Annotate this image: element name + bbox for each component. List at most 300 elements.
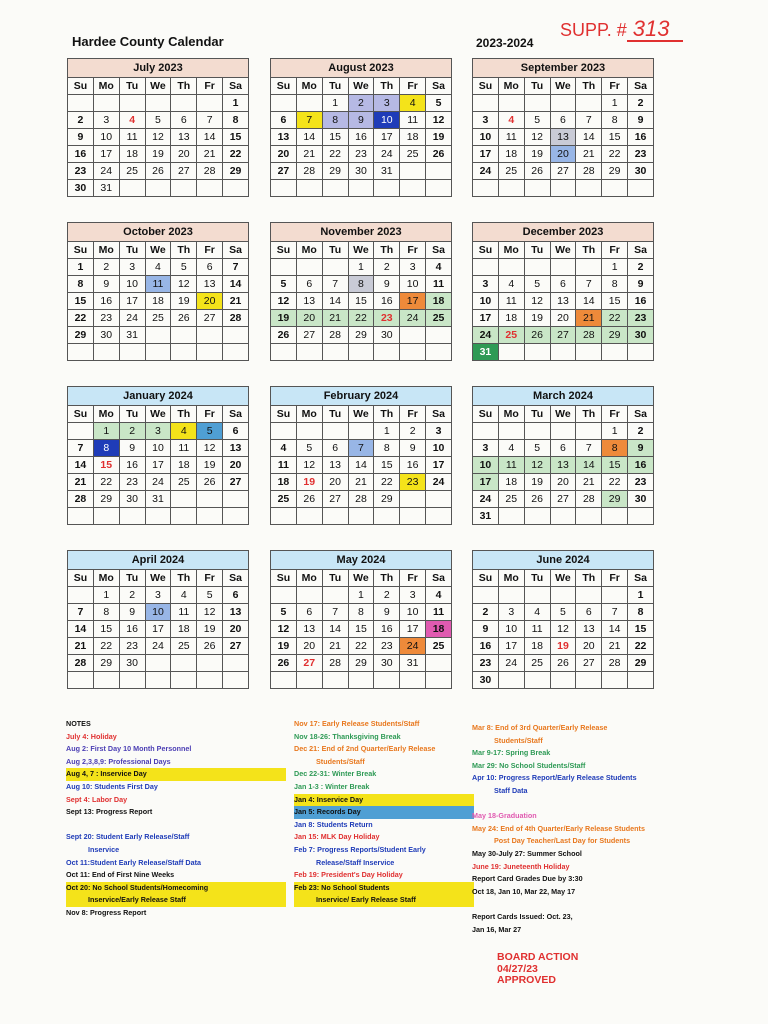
day-cell: 18 [498, 474, 524, 491]
empty-cell [400, 672, 426, 689]
note-line: Feb 19: President's Day Holiday [294, 870, 403, 880]
day-cell: 12 [524, 457, 550, 474]
day-cell: 12 [197, 440, 223, 457]
day-cell: 21 [223, 293, 249, 310]
empty-cell [296, 508, 322, 525]
day-cell: 16 [119, 621, 145, 638]
empty-cell [576, 508, 602, 525]
weekday-header: Sa [223, 78, 249, 95]
empty-cell [524, 344, 550, 361]
weekday-header: Th [576, 242, 602, 259]
day-cell: 9 [348, 112, 374, 129]
empty-cell [498, 259, 524, 276]
note-line: Oct 20: No School Students/Homecoming [66, 882, 286, 895]
empty-cell [145, 344, 171, 361]
day-cell: 8 [602, 440, 628, 457]
note-line: Feb 7: Progress Reports/Student Early [294, 844, 426, 854]
weekday-header: Th [171, 242, 197, 259]
day-cell: 15 [93, 457, 119, 474]
day-cell: 5 [524, 440, 550, 457]
day-cell: 10 [374, 112, 400, 129]
month-calendar [270, 58, 452, 197]
day-cell: 31 [400, 655, 426, 672]
note-line: Jan 4: Inservice Day [294, 794, 474, 807]
day-cell: 17 [119, 293, 145, 310]
note-line: Students/Staff [494, 735, 543, 745]
weekday-header: Th [171, 78, 197, 95]
weekday-header: We [145, 242, 171, 259]
note-line: Oct 18, Jan 10, Mar 22, May 17 [472, 886, 576, 896]
empty-cell [68, 508, 94, 525]
day-cell: 21 [576, 474, 602, 491]
weekday-header: Su [271, 242, 297, 259]
day-cell: 19 [524, 146, 550, 163]
note-line: Sept 13: Progress Report [66, 807, 153, 817]
day-cell: 25 [119, 163, 145, 180]
day-cell: 6 [271, 112, 297, 129]
day-cell: 28 [602, 655, 628, 672]
day-cell: 1 [348, 587, 374, 604]
day-cell: 22 [93, 638, 119, 655]
day-cell: 1 [602, 423, 628, 440]
day-cell: 9 [119, 604, 145, 621]
empty-cell [322, 180, 348, 197]
empty-cell [296, 672, 322, 689]
empty-cell [426, 672, 452, 689]
weekday-header: Th [171, 406, 197, 423]
day-cell: 8 [93, 604, 119, 621]
day-cell: 22 [68, 310, 94, 327]
day-cell: 4 [426, 587, 452, 604]
day-cell: 15 [602, 129, 628, 146]
day-cell: 25 [171, 638, 197, 655]
empty-cell [576, 180, 602, 197]
day-cell: 12 [524, 293, 550, 310]
day-cell: 15 [348, 621, 374, 638]
month-title: March 2024 [472, 386, 654, 405]
empty-cell [628, 180, 654, 197]
day-cell: 15 [374, 457, 400, 474]
day-cell: 10 [426, 440, 452, 457]
day-cell: 3 [374, 95, 400, 112]
day-cell: 1 [93, 587, 119, 604]
day-cell: 11 [271, 457, 297, 474]
day-cell: 4 [498, 112, 524, 129]
day-cell: 26 [197, 474, 223, 491]
day-cell: 31 [119, 327, 145, 344]
day-cell: 17 [473, 146, 499, 163]
day-cell: 23 [68, 163, 94, 180]
day-cell: 24 [400, 310, 426, 327]
day-cell: 26 [524, 491, 550, 508]
day-cell: 29 [93, 491, 119, 508]
day-cell: 14 [576, 293, 602, 310]
day-cell: 1 [68, 259, 94, 276]
day-cell: 26 [550, 655, 576, 672]
note-line: Aug 2,3,8,9: Professional Days [66, 756, 171, 766]
day-cell: 20 [576, 638, 602, 655]
empty-cell [348, 180, 374, 197]
empty-cell [550, 508, 576, 525]
empty-cell [498, 95, 524, 112]
weekday-header: Sa [426, 570, 452, 587]
day-cell: 17 [400, 621, 426, 638]
day-cell: 20 [271, 146, 297, 163]
empty-cell [374, 344, 400, 361]
day-cell: 7 [68, 604, 94, 621]
empty-cell [426, 655, 452, 672]
empty-cell [145, 180, 171, 197]
weekday-header: We [550, 78, 576, 95]
day-cell: 10 [119, 276, 145, 293]
day-cell: 11 [498, 457, 524, 474]
month-title: April 2024 [67, 550, 249, 569]
day-cell: 13 [223, 604, 249, 621]
day-cell: 6 [223, 587, 249, 604]
day-cell: 25 [498, 163, 524, 180]
weekday-header: Mo [93, 78, 119, 95]
day-cell: 22 [374, 474, 400, 491]
day-cell: 20 [550, 310, 576, 327]
weekday-header: Fr [400, 570, 426, 587]
day-cell: 12 [524, 129, 550, 146]
day-cell: 23 [93, 310, 119, 327]
empty-cell [602, 587, 628, 604]
day-cell: 2 [400, 423, 426, 440]
note-line: Oct 11: End of First Nine Weeks [66, 870, 175, 880]
day-cell: 12 [296, 457, 322, 474]
empty-cell [322, 587, 348, 604]
note-line: June 19: Juneteenth Holiday [472, 861, 570, 871]
day-cell: 29 [348, 327, 374, 344]
empty-cell [602, 508, 628, 525]
empty-cell [400, 327, 426, 344]
empty-cell [322, 344, 348, 361]
day-cell: 26 [145, 163, 171, 180]
month-title: August 2023 [270, 58, 452, 77]
day-cell: 26 [171, 310, 197, 327]
empty-cell [271, 587, 297, 604]
month-title: October 2023 [67, 222, 249, 241]
month-title: January 2024 [67, 386, 249, 405]
empty-cell [223, 672, 249, 689]
day-cell: 8 [68, 276, 94, 293]
notes-column-2 [294, 718, 474, 907]
empty-cell [171, 672, 197, 689]
day-cell: 26 [197, 638, 223, 655]
day-cell: 1 [374, 423, 400, 440]
note-line: Inservice/Early Release Staff [66, 894, 286, 907]
empty-cell [145, 672, 171, 689]
day-cell: 9 [93, 276, 119, 293]
day-cell: 12 [426, 112, 452, 129]
day-cell: 25 [498, 491, 524, 508]
day-cell: 13 [576, 621, 602, 638]
day-cell: 9 [628, 440, 654, 457]
day-cell: 19 [271, 638, 297, 655]
day-cell: 5 [171, 259, 197, 276]
day-cell: 29 [93, 655, 119, 672]
note-line: Aug 2: First Day 10 Month Personnel [66, 744, 192, 754]
weekday-header: Tu [524, 570, 550, 587]
day-cell: 14 [68, 621, 94, 638]
note-line: Inservice/ Early Release Staff [294, 894, 474, 907]
day-cell: 29 [602, 163, 628, 180]
empty-cell [271, 344, 297, 361]
day-cell: 10 [473, 457, 499, 474]
day-cell: 30 [628, 327, 654, 344]
empty-cell [119, 344, 145, 361]
empty-cell [576, 672, 602, 689]
day-cell: 2 [348, 95, 374, 112]
day-cell: 14 [322, 293, 348, 310]
day-cell: 7 [197, 112, 223, 129]
weekday-header: Mo [296, 406, 322, 423]
weekday-header: Sa [426, 242, 452, 259]
empty-cell [400, 491, 426, 508]
empty-cell [524, 259, 550, 276]
weekday-header: Sa [426, 406, 452, 423]
month-calendar [472, 222, 654, 361]
empty-cell [374, 508, 400, 525]
day-cell: 31 [473, 344, 499, 361]
weekday-header: Fr [197, 570, 223, 587]
empty-cell [426, 491, 452, 508]
day-cell: 18 [524, 638, 550, 655]
day-cell: 2 [93, 259, 119, 276]
weekday-header: Mo [498, 570, 524, 587]
month-title: September 2023 [472, 58, 654, 77]
day-cell: 30 [374, 327, 400, 344]
weekday-header: Tu [119, 78, 145, 95]
weekday-header: We [145, 78, 171, 95]
note-line: Apr 10: Progress Report/Early Release Students [472, 773, 637, 783]
day-cell: 25 [171, 474, 197, 491]
note-line: Nov 18-26: Thanksgiving Break [294, 731, 401, 741]
day-cell: 14 [68, 457, 94, 474]
empty-cell [145, 508, 171, 525]
day-cell: 6 [550, 440, 576, 457]
day-cell: 25 [524, 655, 550, 672]
day-cell: 16 [628, 293, 654, 310]
day-cell: 22 [602, 310, 628, 327]
empty-cell [68, 587, 94, 604]
empty-cell [602, 672, 628, 689]
weekday-header: Tu [322, 242, 348, 259]
day-cell: 17 [374, 129, 400, 146]
day-cell: 6 [223, 423, 249, 440]
day-cell: 20 [296, 310, 322, 327]
day-cell: 28 [576, 327, 602, 344]
weekday-header: Sa [223, 570, 249, 587]
empty-cell [223, 327, 249, 344]
day-cell: 21 [197, 146, 223, 163]
weekday-header: Su [473, 78, 499, 95]
day-cell: 8 [348, 276, 374, 293]
day-cell: 21 [348, 474, 374, 491]
day-cell: 22 [602, 146, 628, 163]
empty-cell [576, 344, 602, 361]
day-cell: 18 [271, 474, 297, 491]
day-cell: 6 [171, 112, 197, 129]
day-cell: 11 [171, 440, 197, 457]
note-line: Report Card Grades Due by 3:30 [472, 874, 583, 884]
note-line: Nov 8: Progress Report [66, 907, 147, 917]
empty-cell [524, 587, 550, 604]
month-title: May 2024 [270, 550, 452, 569]
day-cell: 17 [93, 146, 119, 163]
weekday-header: We [145, 570, 171, 587]
note-line: Mar 9-17: Spring Break [472, 748, 551, 758]
day-cell: 3 [119, 259, 145, 276]
month-calendar [270, 550, 452, 689]
day-cell: 30 [119, 491, 145, 508]
weekday-header: Sa [628, 242, 654, 259]
note-line: Jan 8: Students Return [294, 819, 373, 829]
empty-cell [171, 180, 197, 197]
empty-cell [550, 344, 576, 361]
weekday-header: Sa [426, 78, 452, 95]
empty-cell [271, 672, 297, 689]
empty-cell [271, 95, 297, 112]
empty-cell [119, 672, 145, 689]
day-cell: 5 [524, 276, 550, 293]
day-cell: 10 [400, 276, 426, 293]
day-cell: 1 [602, 95, 628, 112]
day-cell: 28 [322, 327, 348, 344]
day-cell: 15 [322, 129, 348, 146]
weekday-header: Su [271, 406, 297, 423]
note-line: Post Day Teacher/Last Day for Students [494, 836, 631, 846]
day-cell: 24 [145, 474, 171, 491]
day-cell: 10 [473, 129, 499, 146]
empty-cell [348, 508, 374, 525]
day-cell: 24 [145, 638, 171, 655]
day-cell: 28 [322, 655, 348, 672]
empty-cell [473, 180, 499, 197]
day-cell: 17 [145, 621, 171, 638]
empty-cell [628, 508, 654, 525]
day-cell: 6 [296, 604, 322, 621]
note-line: May 18-Graduation [472, 811, 537, 821]
empty-cell [119, 180, 145, 197]
notes-column-3 [472, 722, 692, 936]
weekday-header: Mo [93, 570, 119, 587]
day-cell: 15 [93, 621, 119, 638]
note-line: Students/Staff [316, 756, 365, 766]
empty-cell [197, 344, 223, 361]
day-cell: 21 [602, 638, 628, 655]
day-cell: 7 [322, 604, 348, 621]
note-line [472, 898, 692, 911]
weekday-header: Su [271, 570, 297, 587]
empty-cell [296, 180, 322, 197]
day-cell: 18 [171, 457, 197, 474]
day-cell: 28 [576, 163, 602, 180]
weekday-header: Th [374, 242, 400, 259]
empty-cell [271, 259, 297, 276]
note-line: Dec 22-31: Winter Break [294, 769, 377, 779]
month-calendar [67, 58, 249, 197]
day-cell: 28 [223, 310, 249, 327]
weekday-header: Th [374, 570, 400, 587]
day-cell: 2 [68, 112, 94, 129]
day-cell: 3 [400, 259, 426, 276]
weekday-header: Tu [119, 570, 145, 587]
day-cell: 4 [498, 440, 524, 457]
month-calendar [67, 222, 249, 361]
day-cell: 29 [374, 491, 400, 508]
day-cell: 21 [576, 310, 602, 327]
empty-cell [296, 587, 322, 604]
note-line: Jan 15: MLK Day Holiday [294, 832, 380, 842]
day-cell: 13 [550, 129, 576, 146]
weekday-header: Th [576, 406, 602, 423]
empty-cell [550, 95, 576, 112]
month-title: February 2024 [270, 386, 452, 405]
note-line: Sept 20: Student Early Release/Staff [66, 832, 190, 842]
day-cell: 31 [93, 180, 119, 197]
note-line: Oct 11:Student Early Release/Staff Data [66, 857, 202, 867]
weekday-header: Mo [498, 406, 524, 423]
day-cell: 14 [197, 129, 223, 146]
month-calendar [472, 386, 654, 525]
weekday-header: Mo [498, 242, 524, 259]
empty-cell [145, 327, 171, 344]
day-cell: 22 [602, 474, 628, 491]
day-cell: 27 [550, 163, 576, 180]
empty-cell [93, 508, 119, 525]
weekday-header: Fr [602, 570, 628, 587]
empty-cell [322, 259, 348, 276]
day-cell: 11 [400, 112, 426, 129]
day-cell: 20 [223, 457, 249, 474]
day-cell: 12 [271, 621, 297, 638]
weekday-header: Sa [628, 78, 654, 95]
weekday-header: Sa [628, 406, 654, 423]
empty-cell [145, 655, 171, 672]
day-cell: 13 [550, 457, 576, 474]
day-cell: 23 [400, 474, 426, 491]
empty-cell [223, 344, 249, 361]
day-cell: 5 [145, 112, 171, 129]
empty-cell [197, 508, 223, 525]
day-cell: 29 [223, 163, 249, 180]
note-line: Jan 16, Mar 27 [472, 924, 522, 934]
day-cell: 26 [524, 163, 550, 180]
day-cell: 23 [119, 474, 145, 491]
day-cell: 26 [524, 327, 550, 344]
empty-cell [524, 672, 550, 689]
empty-cell [550, 672, 576, 689]
day-cell: 30 [93, 327, 119, 344]
day-cell: 19 [197, 621, 223, 638]
supplement-mark [560, 18, 683, 42]
day-cell: 11 [119, 129, 145, 146]
page-title: Hardee County Calendar [72, 34, 224, 49]
empty-cell [271, 423, 297, 440]
empty-cell [498, 508, 524, 525]
day-cell: 9 [400, 440, 426, 457]
weekday-header: Th [374, 78, 400, 95]
day-cell: 9 [628, 112, 654, 129]
day-cell: 29 [68, 327, 94, 344]
day-cell: 16 [374, 621, 400, 638]
day-cell: 4 [426, 259, 452, 276]
day-cell: 14 [223, 276, 249, 293]
weekday-header: Mo [296, 78, 322, 95]
empty-cell [628, 344, 654, 361]
